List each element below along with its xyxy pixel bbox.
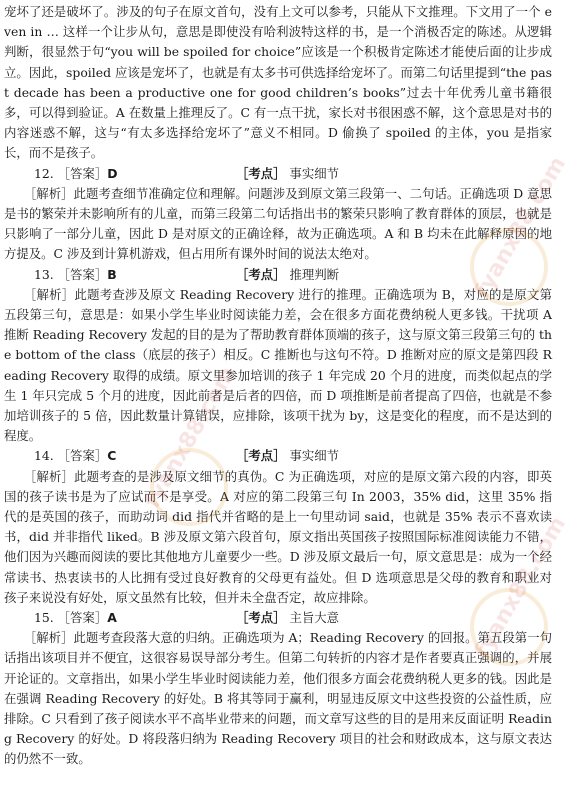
exam-point: ［考点］ 事实细节 xyxy=(236,165,340,181)
question-number: 13. ［答案］B xyxy=(34,266,117,282)
question-header-13 xyxy=(4,265,552,285)
analysis-12: ［解析］此题考查细节准确定位和理解。问题涉及到原文第三段第一、二句话。正确选项 D 意思是书的繁荣并未影响所有的儿童，而第三段第二句话指出书的繁荣只影响了教育群体的顶层，也就是只影响了一部分儿童，因此 D 是对原文的正确诠释，故为正确选项。A 和 B 均未在此解释原因的地方提及。C 涉及到计算机游戏，但占用所有课外时间的说法太绝对。 xyxy=(4,185,552,262)
answer-letter: C xyxy=(107,448,117,464)
answer-letter: A xyxy=(107,610,117,626)
document-page xyxy=(4,2,552,770)
analysis-15: ［解析］此题考查段落大意的归纳。正确选项为 A；Reading Recovery 的回报。第五段第一句话指出该项目并不便宜，这很容易误导部分考生。但第二句转折的内容才是作者要真正强调的，并展开论证的。文章指出，如果小学生毕业时阅读能力差，他们很多方面会花费纳税人更多的钱。因此是在强调 Reading Recovery 的好处。B 将其等同于赢利，明显违反原文中这些投资的公益性质，应排除。C 只看到了孩子阅读水平不高毕业带来的问题，而文章写这些的目的是用来反面证明 Reading Recovery 的好处。D 将段落归纳为 Reading Recovery 项目的社会和财政成本，这与原文表达的仍然不一致。 xyxy=(4,630,552,767)
question-number: 14. ［答案］C xyxy=(34,448,117,464)
paragraph-q11-continued: 宠坏了还是破坏了。涉及的句子在原文首句，没有上文可以参考，只能从下文推理。下文用了一个 even in … 这样一个让步从句，意思是即使没有哈利波特这样的书，是一个消极否定的陈述。从逻辑判断，很显然于句“you will be spoiled for choice”应该是一个积极肯定陈述才能使后面的让步成立。因此，spoiled 应该是宠坏了，也就是有太多书可供选择给宠坏了。而第二句话里提到“the past decade has been a productive one for good children’s books”过去十年优秀儿童书籍很多，可以得到验证。A 在数量上推理反了。C 有一点干扰，家长对书很困惑不解，这个意思是对书的内容迷惑不解，这与“有太多选择给宠坏了”意义不相同。D 偷换了 spoiled 的主体，you 是指家长，而不是孩子。 xyxy=(4,4,552,161)
question-number: 12. ［答案］D xyxy=(34,165,118,181)
question-header-14 xyxy=(4,446,552,466)
answer-letter: B xyxy=(107,266,117,282)
exam-point: ［考点］ 主旨大意 xyxy=(236,610,340,626)
question-header-15 xyxy=(4,608,552,628)
watermark-text: fyanx88.com xyxy=(140,362,241,513)
watermark-text: fyanx88.com xyxy=(470,152,571,303)
answer-letter: D xyxy=(107,165,118,181)
watermark-text: fyanx88.com xyxy=(470,512,571,663)
analysis-13: ［解析］此题考查涉及原文 Reading Recovery 进行的推理。正确选项为 B，对应的是原文第五段第三句，意思是：如果小学生毕业时阅读能力差，会在很多方面花费纳税人更多钱。干扰项 A 推断 Reading Recovery 发起的目的是为了帮助教育群体顶端的孩子，这与原文第三段第三句的 the bottom of the class（底层的孩子）相反。C 推断也与这句不符。D 推断对应的原文是第四段 Reading Recovery 取得的成绩。原文里参加培训的孩子 1 年完成 20 个月的进度，而类似起点的学生 1 年只完成 5 个月的进度，因此前者是后者的四倍，而 D 项推断是前者提高了四倍，也就是不参加培训孩子的 5 倍，因此数量计算错误，应排除，该项干扰为 by，这是变化的程度，而不是达到的程度。 xyxy=(4,286,552,444)
question-number: 15. ［答案］A xyxy=(34,610,117,626)
exam-point: ［考点］ 事实细节 xyxy=(236,448,340,464)
analysis-14: ［解析］此题考查的是涉及原文细节的真伪。C 为正确选项，对应的是原文第六段的内容，即英国的孩子读书是为了应试而不是享受。A 对应的第二段第三句 In 2003，35% did，这里 35% 指代的是英国的孩子，而助动词 did 指代并省略的是上一句里动词 said，也就是 35% 表示不喜欢读书，did 并非指代 liked。B 涉及原文第六段首句，原文指出英国孩子按照国际标准阅读能力不错，他们因为兴趣而阅读的要比其他地方儿童要少一些。D 涉及原文最后一句，原文意思是：成为一个经常读书、热衷读书的人比拥有受过良好教育的父母更有益处。但 D 选项意思是父母的教育和职业对孩子来说没有好处，原文虽然有比较，但并未全盘否定，故应排除。 xyxy=(4,468,552,605)
exam-point: ［考点］ 推理判断 xyxy=(236,266,340,282)
question-header-12 xyxy=(4,164,552,184)
